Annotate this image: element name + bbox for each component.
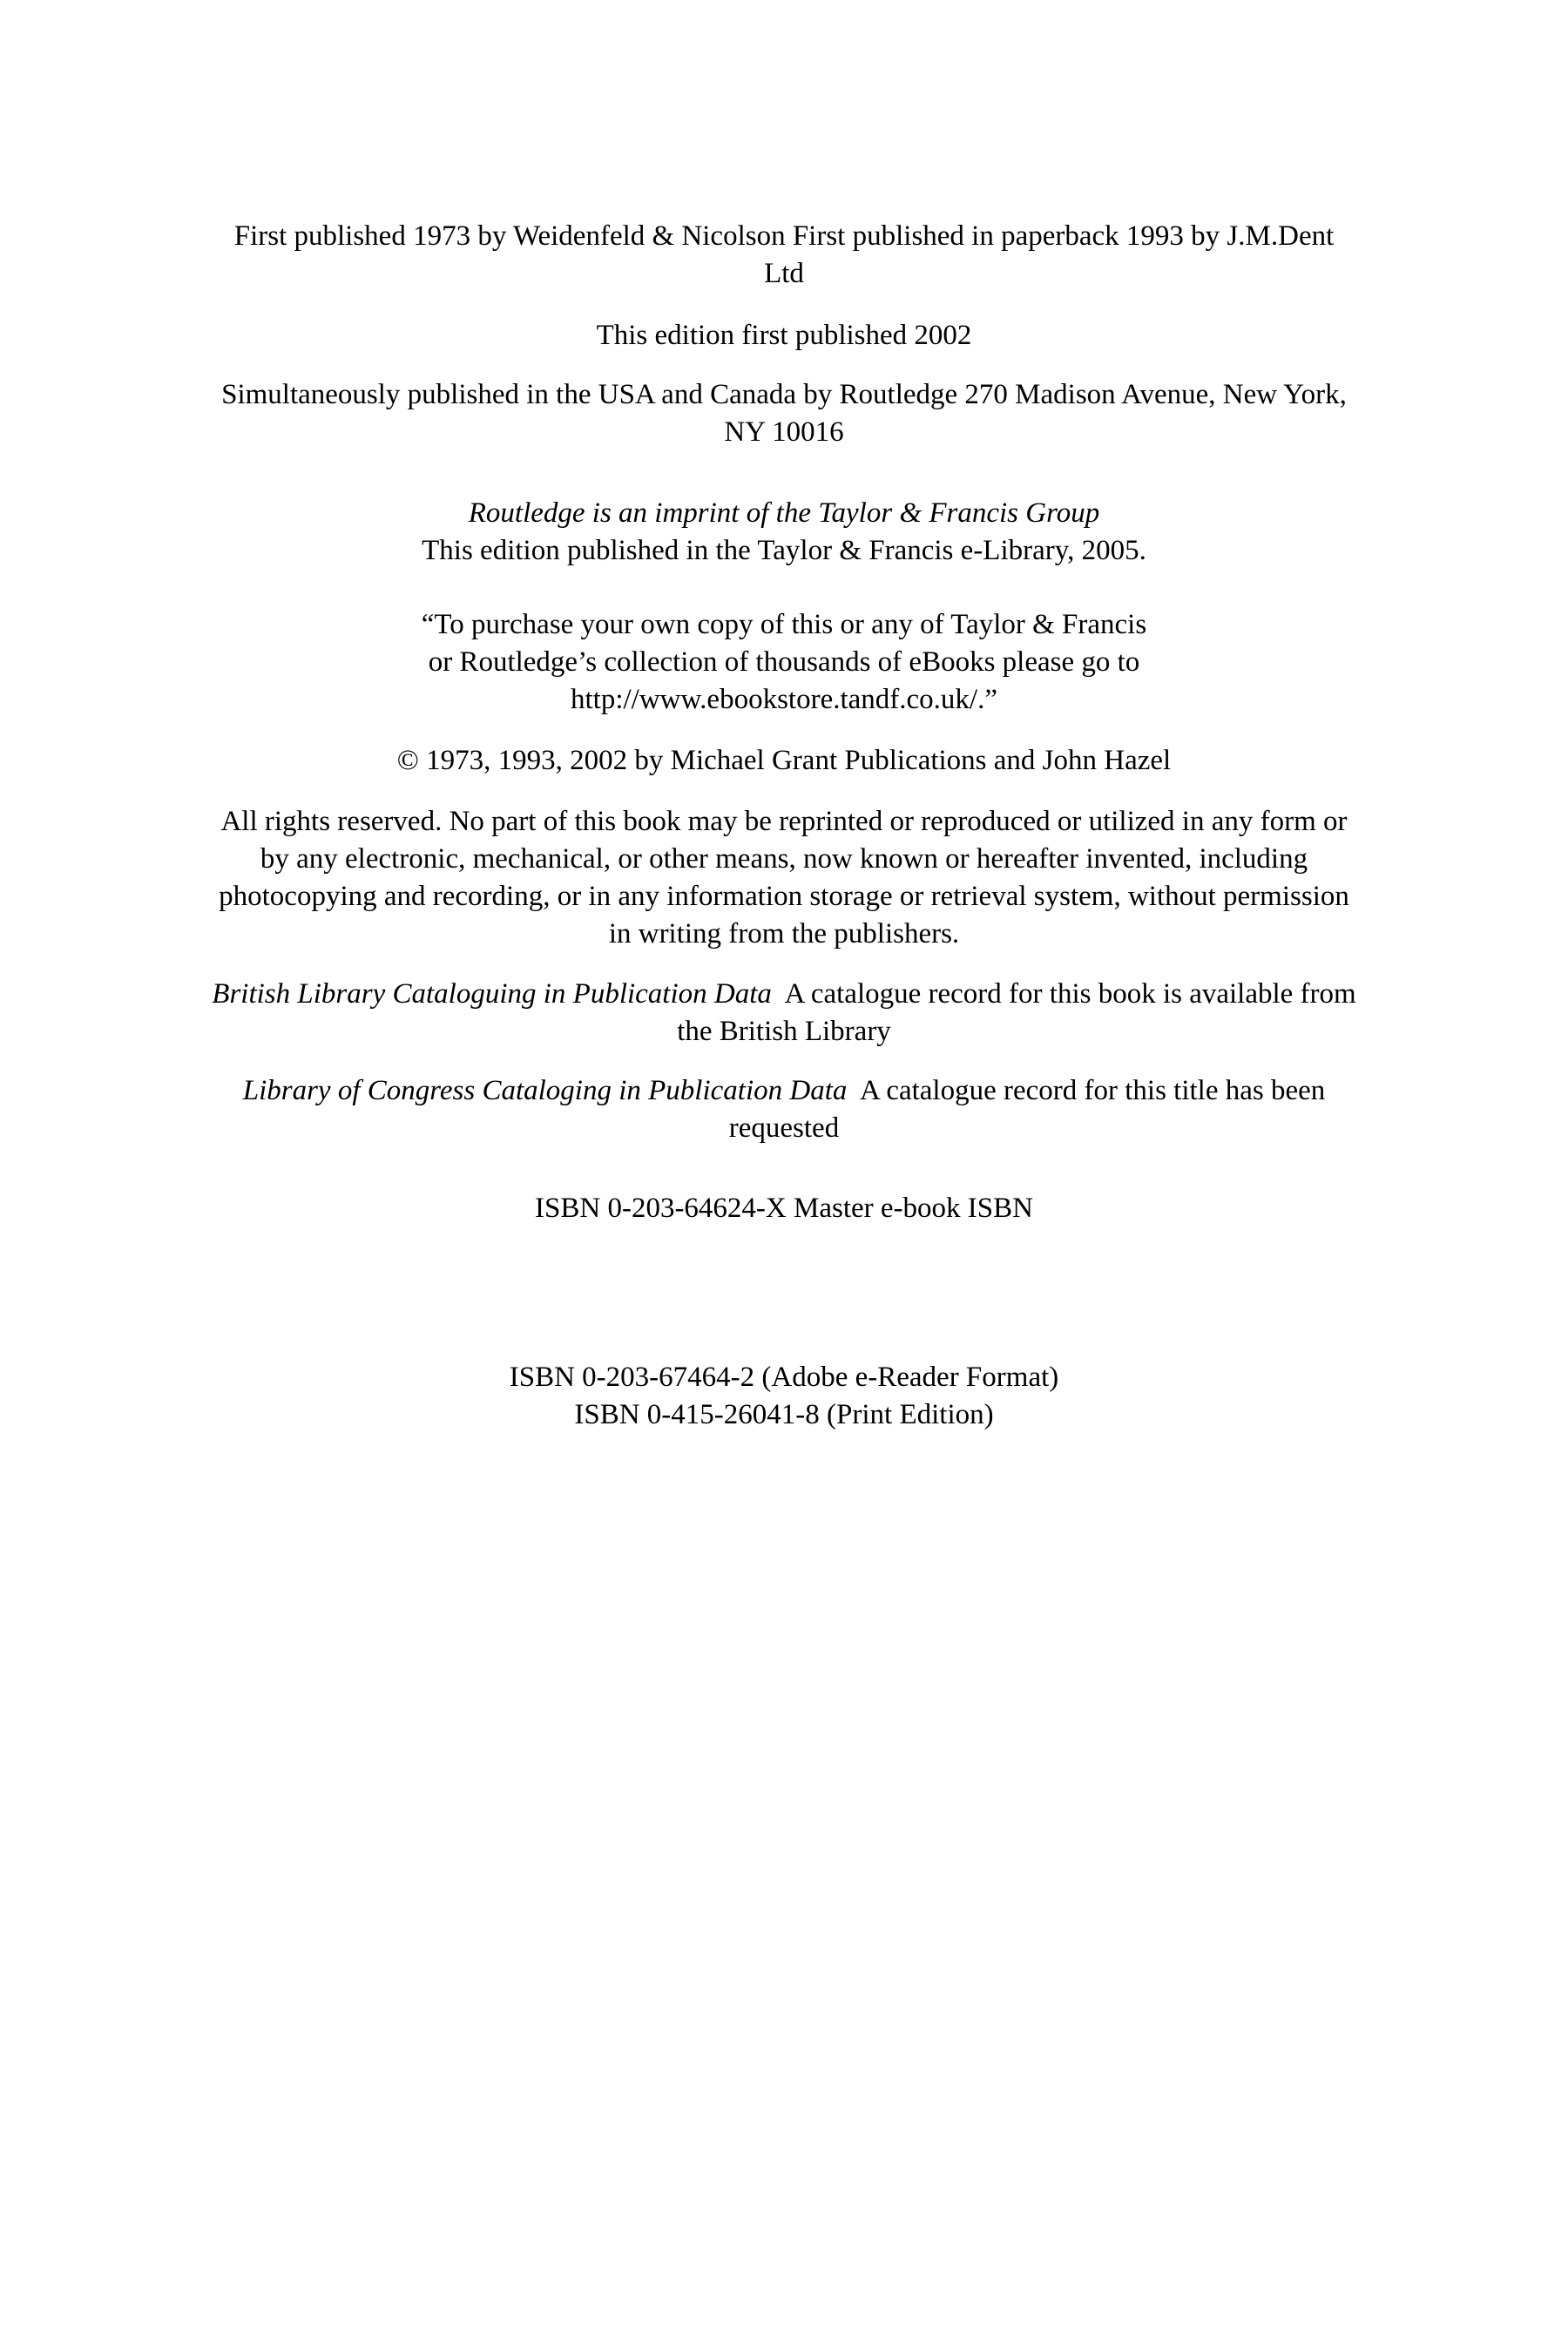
british-library-text: A catalogue record for this book is available from (771, 978, 1356, 1010)
rights-line-3: photocopying and recording, or in any information storage or retrieval system, without permission (219, 881, 1349, 912)
library-of-congress-text: A catalogue record for this title has been (847, 1075, 1326, 1106)
simultaneous-line-1: Simultaneously published in the USA and Canada by Routledge 270 Madison Avenue, New York, (221, 379, 1347, 410)
rights-line-1: All rights reserved. No part of this book may be reprinted or reproduced or utilized in any form or (220, 806, 1348, 837)
library-of-congress-line-2: requested (728, 1112, 840, 1144)
rights-line-2: by any electronic, mechanical, or other means, now known or hereafter invented, including (260, 843, 1308, 875)
edition-notice (122, 317, 1446, 355)
first-published-notice (122, 218, 1446, 293)
british-library-line-1 (122, 976, 1446, 1013)
simultaneous-line-2: NY 10016 (724, 416, 844, 448)
copyright-statement: © 1973, 1993, 2002 by Michael Grant Publications and John Hazel (396, 745, 1172, 776)
elibrary-statement: This edition published in the Taylor & Francis e-Library, 2005. (422, 535, 1146, 566)
isbn-adobe: ISBN 0-203-67464-2 (Adobe e-Reader Format) (509, 1362, 1059, 1393)
purchase-line-2: or Routledge’s collection of thousands of eBooks please go to (428, 646, 1140, 678)
library-of-congress-cip (122, 1072, 1446, 1147)
copyright-notice (122, 742, 1446, 780)
rights-line-4: in writing from the publishers. (608, 918, 960, 950)
isbn-master: ISBN 0-203-64624-X Master e-book ISBN (535, 1193, 1033, 1224)
simultaneous-publication-notice (122, 376, 1446, 451)
first-published-line-2: Ltd (764, 258, 804, 289)
library-of-congress-line-1 (122, 1072, 1446, 1110)
british-library-cip (122, 976, 1446, 1051)
master-isbn-notice (122, 1190, 1446, 1227)
british-library-line-2: the British Library (677, 1016, 891, 1047)
imprint-statement: Routledge is an imprint of the Taylor & Francis Group (468, 497, 1100, 529)
purchase-url-line: http://www.ebookstore.tandf.co.uk/.” (570, 684, 997, 715)
purchase-line-1: “To purchase your own copy of this or any of Taylor & Francis (421, 609, 1147, 640)
isbn-print: ISBN 0-415-26041-8 (Print Edition) (574, 1399, 994, 1430)
imprint-notice (122, 495, 1446, 570)
purchase-notice (122, 606, 1446, 719)
edition-first-published: This edition first published 2002 (596, 320, 972, 351)
british-library-heading: British Library Cataloguing in Publication Data (212, 978, 772, 1010)
rights-reserved-notice (122, 803, 1446, 953)
library-of-congress-heading: Library of Congress Cataloging in Publication Data (242, 1075, 848, 1106)
first-published-line-1: First published 1973 by Weidenfeld & Nicolson First published in paperback 1993 by J.M.Dent (233, 220, 1335, 252)
format-isbn-list (122, 1359, 1446, 1434)
